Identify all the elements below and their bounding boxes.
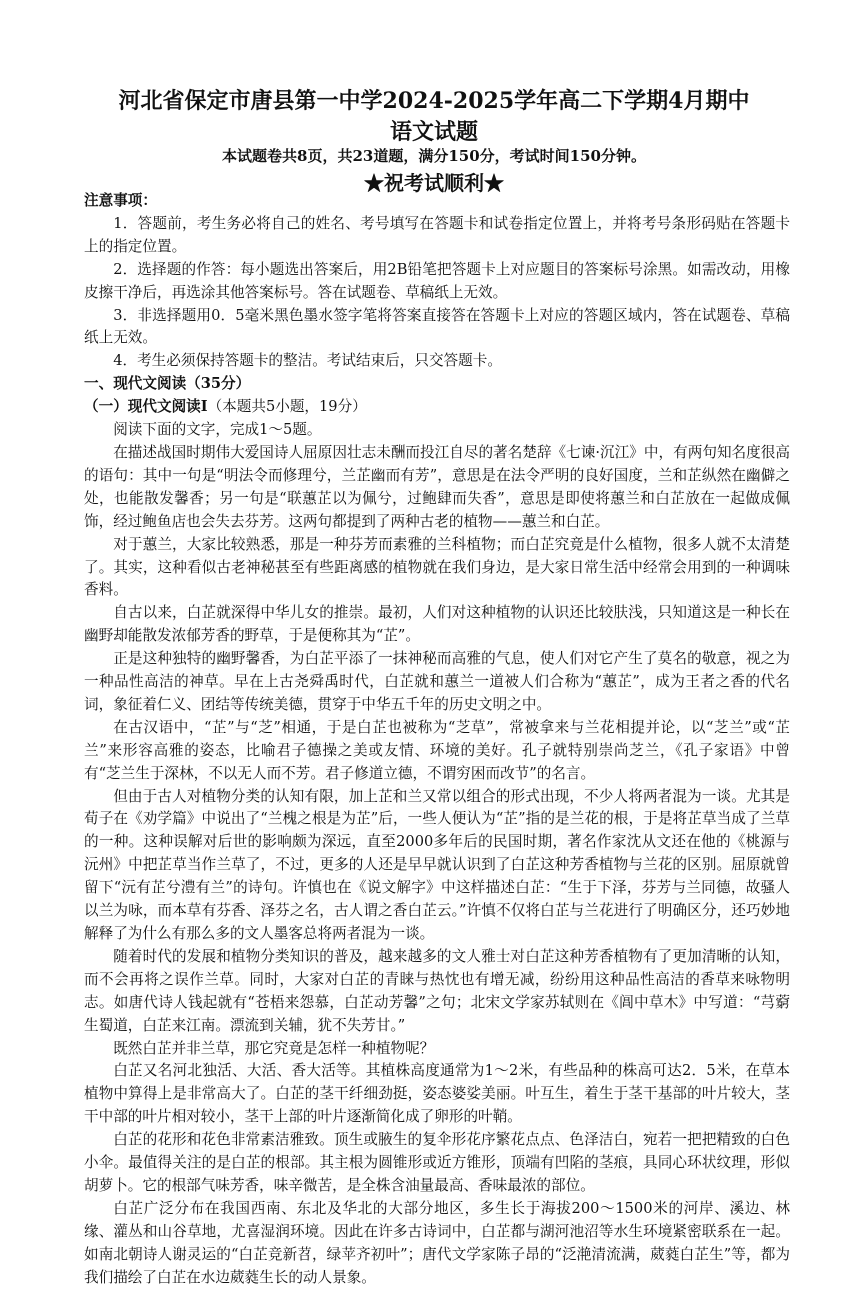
notice-item-3: 3．非选择题用0．5毫米黑色墨水签字笔将答案直接答在答题卡上对应的答题区域内，答在试题卷、草稿纸上无效。: [84, 306, 790, 347]
notice-item-2: 2．选择题的作答：每小题选出答案后，用2B铅笔把答题卡上对应题目的答案标号涂黑。如需改动，用橡皮擦干净后，再选涂其他答案标号。答在试题卷、草稿纸上无效。: [84, 260, 790, 301]
passage-paragraph-7: 随着时代的发展和植物分类知识的普及，越来越多的文人雅士对白芷这种芳香植物有了更加清晰的认知，而不会再将之误作兰草。同时，大家对白芷的青睐与热忱也有增无减，纷纷用这种品性高洁的香草来咏物明志。如唐代诗人钱起就有“苍梧来怨慕，白芷动芳馨”之句；北宋文学家苏轼则在《阊中草木》中写道：“芎藭生蜀道，白芷来江南。漂流到关辅，犹不失芳甘。”: [84, 947, 790, 1034]
passage-paragraph-6: 但由于古人对植物分类的认知有限，加上芷和兰又常以组合的形式出现，不少人将两者混为一谈。尤其是荀子在《劝学篇》中说出了“兰槐之根是为芷”后，一些人便认为“芷”指的是兰花的根，于是将芷草当成了兰草的一种。这种误解对后世的影响颇为深远，直至2000多年后的民国时期，著名作家沈从文还在他的《桃源与沅州》中把芷草当作兰草了，不过，更多的人还是早早就认识到了白芷这种芳香植物与兰花的区别。屈原就曾留下“沅有芷兮澧有兰”的诗句。许慎也在《说文解字》中这样描述白芷：“生于下泽，芬芳与兰同德，故骚人以兰为咏，而本草有芬香、泽芬之名，古人谓之香白芷云。”许慎不仅将白芷与兰花进行了明确区分，还巧妙地解释了为什么有那么多的文人墨客总将两者混为一谈。: [84, 787, 790, 942]
passage-paragraph-3: 自古以来，白芷就深得中华儿女的推崇。最初，人们对这种植物的认识还比较肤浅，只知道这是一种长在幽野却能散发浓郁芳香的野草，于是便称其为“芷”。: [84, 604, 790, 645]
exam-title: 河北省保定市唐县第一中学2024-2025学年高二下学期4月期中: [118, 88, 750, 114]
exam-info: 本试题卷共8页，共23道题，满分150分，考试时间150分钟。: [222, 147, 646, 165]
passage-paragraph-2: 对于蕙兰，大家比较熟悉，那是一种芬芳而素雅的兰科植物；而白芷究竟是什么植物，很多人就不太清楚了。其实，这种看似古老神秘甚至有些距离感的植物就在我们身边，是大家日常生活中经常会用到的一种调味香料。: [84, 535, 790, 599]
exam-subject: 语文试题: [389, 119, 478, 145]
passage-paragraph-4: 正是这种独特的幽野馨香，为白芷平添了一抹神秘而高雅的气息，使人们对它产生了莫名的敬意，视之为一种品性高洁的神草。早在上古尧舜禹时代，白芷就和蕙兰一道被人们合称为“蕙芷”，成为王者之香的代名词，象征着仁义、团结等传统美德，贯穿于中华五千年的历史文明之中。: [84, 650, 790, 713]
passage-paragraph-11: 白芷广泛分布在我国西南、东北及华北的大部分地区，多生长于海拔200～1500米的河岸、溪边、林缘、灌丛和山谷草地，尤喜湿润环境。因此在许多古诗词中，白芷都与湖河池沼等水生环境紧密联系在一起。如南北朝诗人谢灵运的“白芷竞新苕，绿苹齐初叶”；唐代文学家陈子昂的“泛滟清流满，葳蕤白芷生”等，都为我们描绘了白芷在水边葳蕤生长的动人景象。: [84, 1199, 790, 1286]
notice-heading: 注意事项：: [84, 192, 157, 209]
subsection-note: （本题共5小题，19分）: [207, 398, 367, 416]
exam-body: [84, 190, 790, 1290]
passage-paragraph-8: 既然白芷并非兰草，那它究竟是怎样一种植物呢？: [113, 1039, 435, 1057]
section-heading: 一、现代文阅读（35分）: [84, 375, 251, 393]
reading-instruction: 阅读下面的文字，完成1～5题。: [113, 421, 322, 439]
passage-paragraph-5: 在古汉语中，“芷”与“芝”相通，于是白芷也被称为“芝草”，常被拿来与兰花相提并论，以“芝兰”或“芷兰”来形容高雅的姿态，比喻君子德操之美或友情、环境的美好。孔子就特别崇尚芝兰，《孔子家语》中曾有“芝兰生于深林，不以无人而不芳。君子修道立德，不谓穷困而改节”的名言。: [84, 718, 790, 782]
notice-item-4: 4．考生必须保持答题卡的整洁。考试结束后，只交答题卡。: [113, 352, 502, 370]
passage-paragraph-9: 白芷又名河北独活、大活、香大活等。其植株高度通常为1～2米，有些品种的株高可达2．5米，在草本植物中算得上是非常高大了。白芷的茎干纤细劲挺，姿态婆娑美丽。叶互生，着生于茎干基部的叶片较大，茎干中部的叶片相对较小，茎干上部的叶片逐渐简化成了卵形的叶鞘。: [84, 1062, 790, 1126]
notice-item-1: 1．答题前，考生务必将自己的姓名、考号填写在答题卡和试卷指定位置上，并将考号条形码贴在答题卡上的指定位置。: [84, 214, 790, 255]
subsection-title: （一）现代文阅读Ⅰ: [84, 398, 208, 416]
subsection-heading: [84, 396, 790, 419]
wish-line: ★祝考试顺利★: [364, 171, 504, 195]
passage-paragraph-10: 白芷的花形和花色非常素洁雅致。顶生或腋生的复伞形花序繁花点点、色泽洁白，宛若一把把精致的白色小伞。最值得关注的是白芷的根部。其主根为圆锥形或近方锥形，顶端有凹陷的茎痕，具同心环状纹理，形似胡萝卜。它的根部气味芳香，味辛微苦，是全株含油量最高、香味最浓的部位。: [84, 1131, 790, 1194]
passage-paragraph-1: 在描述战国时期伟大爱国诗人屈原因壮志未酬而投江自尽的著名楚辞《七谏·沉江》中，有两句知名度很高的语句：其中一句是“明法令而修理兮，兰芷幽而有芳”，意思是在法令严明的良好国度，兰和芷纵然在幽僻之处，也能散发馨香；另一句是“联蕙芷以为佩兮，过鲍肆而失香”，意思是即使将蕙兰和白芷放在一起做成佩饰，经过鲍鱼店也会失去芬芳。这两句都提到了两种古老的植物——蕙兰和白芷。: [84, 443, 790, 530]
